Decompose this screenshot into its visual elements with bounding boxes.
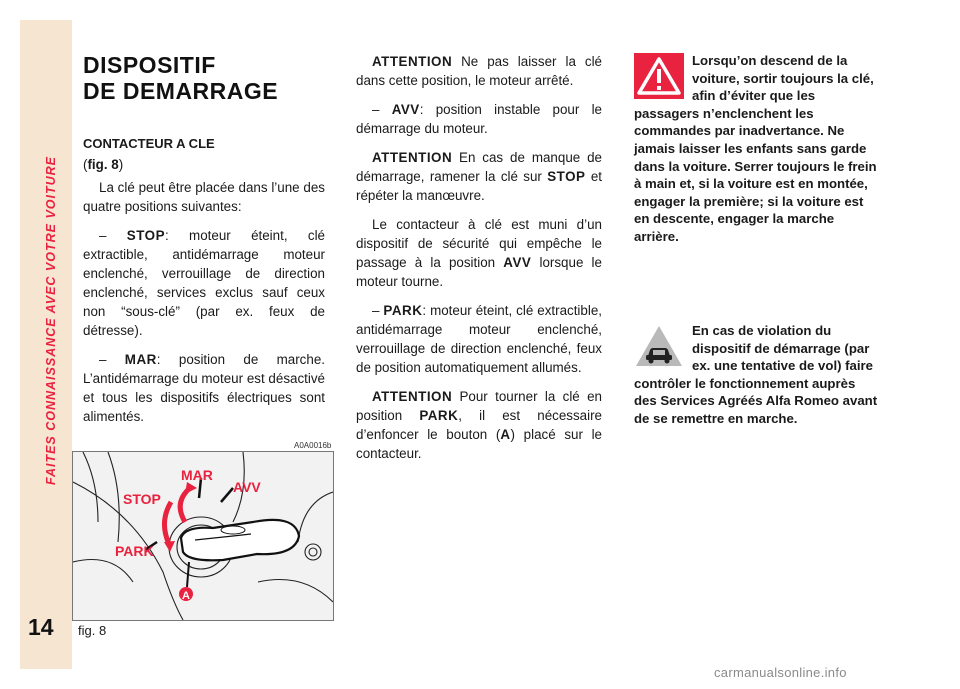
warning-text-1: Lorsqu’on descend de la voiture, sortir toujours la clé, afin d’éviter que les passagers n’enclenchent les commandes par inadvertance. Ne jamais laisser les enfants sans garde dans la voiture. Serrer toujours le frein à main et, si la voiture est en montée, engager la première; si la voiture est en descente, engager la marche arrière. <box>634 53 877 244</box>
park-paragraph: – PARK: moteur éteint, clé extractible, antidémarrage moteur enclenché, verrouillage de direction enclenché, feux de position automatiquement allumés. <box>356 303 602 375</box>
label-stop: STOP <box>123 491 161 507</box>
watermark[interactable]: carmanualsonline.info <box>714 665 847 680</box>
label-button-a: A <box>182 590 190 602</box>
label-mar: MAR <box>181 467 213 483</box>
intro-paragraph: La clé peut être placée dans l’une des quatre positions suivantes: <box>83 180 325 214</box>
label-park: PARK <box>115 543 154 559</box>
figure-reference: (fig. 8) <box>83 157 124 172</box>
label-avv: AVV <box>233 479 261 495</box>
page-number: 14 <box>28 614 54 640</box>
car-warning-icon <box>634 323 684 369</box>
section-title-vertical: FAITES CONNAISSANCE AVEC VOTRE VOITURE <box>44 155 58 485</box>
column-1 <box>83 52 325 436</box>
page-title: DISPOSITIF DE DEMARRAGE <box>83 52 279 104</box>
warning-block-2 <box>634 322 880 428</box>
attention-paragraph-1: ATTENTION Ne pas laisser la clé dans cette position, le moteur arrêté. <box>356 54 602 88</box>
warning-triangle-icon <box>634 53 684 99</box>
attention-paragraph-3: ATTENTION Pour tourner la clé en position PARK, il est nécessaire d’enfoncer le bouton (A) placé sur le contacteur. <box>356 389 603 461</box>
safety-paragraph: Le contacteur à clé est muni d’un dispositif de sécurité qui empêche le passage à la position AVV lorsque le moteur tourne. <box>356 217 602 289</box>
mar-paragraph: – MAR: position de marche. L’antidémarrage du moteur est désactivé et tous les dispositifs électriques sont alimentés. <box>83 352 325 424</box>
figure-code: A0A0016b <box>294 441 332 450</box>
warning-block-1 <box>634 52 880 246</box>
warning-text-2: En cas de violation du dispositif de démarrage (par ex. une tentative de vol) faire contrôler le fonctionnement auprès des Services Agréés Alfa Romeo avant de se remettre en marche. <box>634 323 878 426</box>
figure-caption: fig. 8 <box>78 623 107 638</box>
ignition-key-illustration <box>72 451 334 621</box>
stop-paragraph: – STOP: moteur éteint, clé extractible, antidémarrage moteur enclenché, verrouillage de direction enclenché, services exclus sauf ceux non “sous-clé” (par ex. feux de détresse). <box>83 228 325 338</box>
subheading: CONTACTEUR A CLE <box>83 136 215 151</box>
column-2 <box>356 52 602 473</box>
avv-paragraph: – AVV: position instable pour le démarrage du moteur. <box>356 102 602 136</box>
attention-paragraph-2: ATTENTION En cas de manque de démarrage, ramener la clé sur STOP et répéter la manœuvre. <box>356 150 602 203</box>
ignition-diagram <box>73 452 333 620</box>
